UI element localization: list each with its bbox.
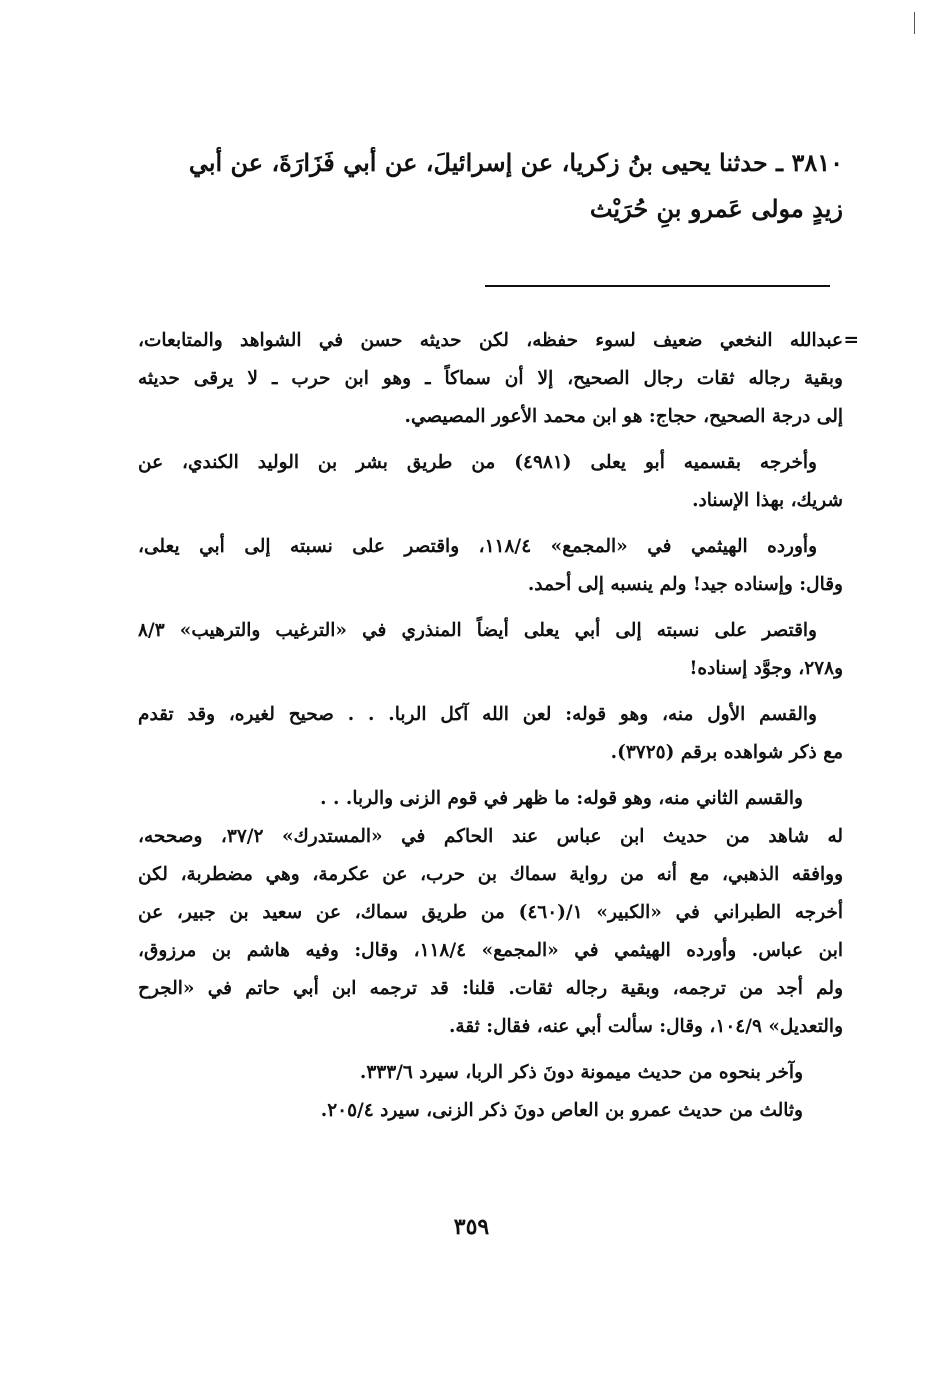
footnote-separator xyxy=(485,285,830,287)
footnote-paragraph-4 xyxy=(138,612,843,688)
footnote-paragraph-5 xyxy=(138,696,843,772)
footnote-line: وآخر بنحوه من حديث ميمونة دونَ ذكر الربا، سيرد ٣٣٣/٦. xyxy=(359,1062,803,1083)
footnote-line: مع ذكر شواهده برقم (٣٧٢٥). xyxy=(610,742,843,763)
footnote-line: واقتصر على نسبته إلى أبي يعلى أيضاً المنذري في «الترغيب والترهيب» ٨/٣ xyxy=(138,620,817,641)
footnotes xyxy=(138,322,859,1130)
footnote-line: له شاهد من حديث ابن عباس عند الحاكم في «المستدرك» ٣٧/٢، وصححه، xyxy=(138,826,844,847)
footnote-paragraph-6 xyxy=(138,780,843,818)
footnote-line: شريك، بهذا الإسناد. xyxy=(692,490,843,511)
footnote-line: والقسم الأول منه، وهو قوله: لعن الله آكل الربا. . . صحيح لغيره، وقد تقدم xyxy=(138,704,817,725)
hadith-line-2: زيدٍ مولى عَمرو بنِ حُرَيْث xyxy=(589,194,843,223)
footnote-paragraph-7 xyxy=(138,818,843,1046)
footnote-paragraph-1 xyxy=(138,322,859,436)
footnote-line: أخرجه الطبراني في «الكبير» ١/(٤٦٠) من طريق سماك، عن سعيد بن جبير، عن xyxy=(138,902,844,923)
footnote-line: وبقية رجاله ثقات رجال الصحيح، إلا أن سماكاً ـ وهو ابن حرب ـ لا يرقى حديثه xyxy=(138,368,843,389)
footnote-line: وأورده الهيثمي في «المجمع» ١١٨/٤، واقتصر على نسبته إلى أبي يعلى، xyxy=(138,536,817,557)
footnote-line: وأخرجه بقسميه أبو يعلى (٤٩٨١) من طريق بشر بن الوليد الكندي، عن xyxy=(138,452,817,473)
scan-edge-mark xyxy=(914,12,915,34)
footnote-line: والقسم الثاني منه، وهو قوله: ما ظهر في قوم الزنى والربا. . . xyxy=(320,788,803,809)
footnote-paragraph-2 xyxy=(138,444,843,520)
footnote-line: ابن عباس. وأورده الهيثمي في «المجمع» ١١٨/٤، وقال: وفيه هاشم بن مرزوق، xyxy=(138,940,843,961)
page-number: ٣٥٩ xyxy=(453,1214,490,1240)
continuation-mark: = xyxy=(843,330,859,351)
footnote-paragraph-9 xyxy=(138,1092,843,1130)
footnote-line: وثالث من حديث عمرو بن العاص دونَ ذكر الزنى، سيرد ٢٠٥/٤. xyxy=(320,1100,803,1121)
footnote-line: ولم أجد من ترجمه، وبقية رجاله ثقات. قلنا: قد ترجمه ابن أبي حاتم في «الجرح xyxy=(138,978,843,999)
hadith-line-1: ٣٨١٠ ـ حدثنا يحيى بنُ زكريا، عن إسرائيلَ، عن أبي فَزَارَةَ، عن أبي xyxy=(188,148,843,177)
footnote-line: عبدالله النخعي ضعيف لسوء حفظه، لكن حديثه حسن في الشواهد والمتابعات، xyxy=(138,330,843,351)
footnote-paragraph-3 xyxy=(138,528,843,604)
footnote-line: وقال: وإسناده جيد! ولم ينسبه إلى أحمد. xyxy=(527,574,843,595)
footnote-paragraph-8 xyxy=(138,1054,843,1092)
footnote-line: إلى درجة الصحيح، حجاج: هو ابن محمد الأعور المصيصي. xyxy=(404,406,843,427)
hadith-text xyxy=(143,140,843,232)
footnote-line: والتعديل» ١٠٤/٩، وقال: سألت أبي عنه، فقال: ثقة. xyxy=(448,1016,843,1037)
footnote-line: ووافقه الذهبي، مع أنه من رواية سماك بن حرب، عن عكرمة، وهي مضطربة، لكن xyxy=(138,864,843,885)
footnote-line: و٢٧٨، وجوَّد إسناده! xyxy=(689,658,843,679)
